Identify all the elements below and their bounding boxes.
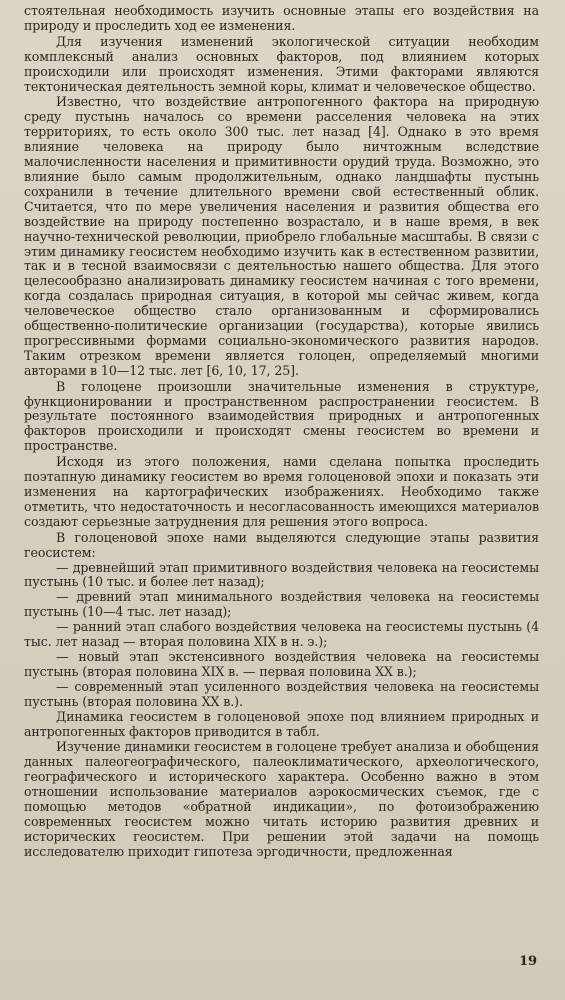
list-item: — ранний этап слабого воздействия человека на геосистемы пустынь (4 тыс. лет назад — вторая половина XIX в н. э.); xyxy=(24,619,539,650)
paragraph-6: В голоценовой эпохе нами выделяются следующие этапы развития геосистем: xyxy=(24,529,539,560)
list-item: — современный этап усиленного воздействия человека на геосистемы пустынь (вторая половина XX в.). xyxy=(24,678,539,709)
paragraph-8: Изучение динамики геосистем в голоцене требует анализа и обобщения данных палеогеографического, палеоклиматического, археологического, географического и исторического характера. Особенно важно в этом отношении использование материалов аэрокосмических съемок, где с помощью методов «обратной индикации», по фотоизображению современных геосистем можно читать историю развития древних и исторических геосистем. При решении этой задачи на помощь исследователю приходит гипотеза эргодичности, предложенная xyxy=(24,739,539,859)
list-item: — новый этап экстенсивного воздействия человека на геосистемы пустынь (вторая половина XIX в. — первая половина XX в.); xyxy=(24,648,539,679)
paragraph-5: Исходя из этого положения, нами сделана попытка проследить поэтапную динамику геосистем во время голоценовой эпохи и показать эти изменения на картографических изображениях. Необходимо также отметить, что недостаточность и несогласованность имеющихся материалов создают серьезные затруднения для решения этого вопроса. xyxy=(24,454,539,529)
paragraph-2: Для изучения изменений экологической ситуации необходим комплексный анализ основных факторов, под влиянием которых происходили или происходят изменения. Этими факторами являются тектоническая деятельность земной коры, климат и человеческое общество. xyxy=(24,33,539,94)
paragraph-7: Динамика геосистем в голоценовой эпохе под влиянием природных и антропогенных факторов приводится в табл. xyxy=(24,708,539,739)
page-number: 19 xyxy=(519,954,537,969)
paragraph-4: В голоцене произошли значительные изменения в структуре, функционировании и пространственном распространении геосистем. В результате постоянного взаимодействия природных и антропогенных факторов происходили и происходят смены геосистем во времени и пространстве. xyxy=(24,378,539,454)
list-item: — древний этап минимального воздействия человека на геосистемы пустынь (10—4 тыс. лет назад); xyxy=(24,589,539,620)
paragraph-3: Известно, что воздействие антропогенного фактора на природную среду пустынь началось со времени расселения человека на этих территориях, то есть около 300 тыс. лет назад [4]. Однако в это время влияние человека на природу было ничтожным вследствие малочисленности населения и примитивности орудий труда. Возможно, это влияние было самым продолжительным, однако ландшафты пустынь сохранили в течение длительного времени свой естественный облик. Считается, что по мере увеличения населения и развития общества его воздействие на природу постепенно возрастало, и в наше время, в век научно-технической революции, приобрело глобальные масштабы. В связи с этим динамику геосистем необходимо изучить как в естественном развитии, так и в тесной взаимосвязи с деятельностью нашего общества. Для этого целесообразно анализировать динамику геосистем начиная с того времени, когда создалась природная ситуация, в которой мы сейчас живем, когда человеческое общество стало организованным и сформировались общественно-политические организации (государства), которые явились прогрессивными формами социально-экономического развития народов. Таким отрезком времени является голоцен, определяемый многими авторами в 10—12 тыс. лет [6, 10, 17, 25]. xyxy=(24,94,539,378)
list-item: — древнейший этап примитивного воздействия человека на геосистемы пустынь (10 тыс. и более лет назад); xyxy=(24,559,539,590)
paragraph-1: стоятельная необходимость изучить основные этапы его воздействия на природу и проследить ход ее изменения. xyxy=(24,3,539,33)
